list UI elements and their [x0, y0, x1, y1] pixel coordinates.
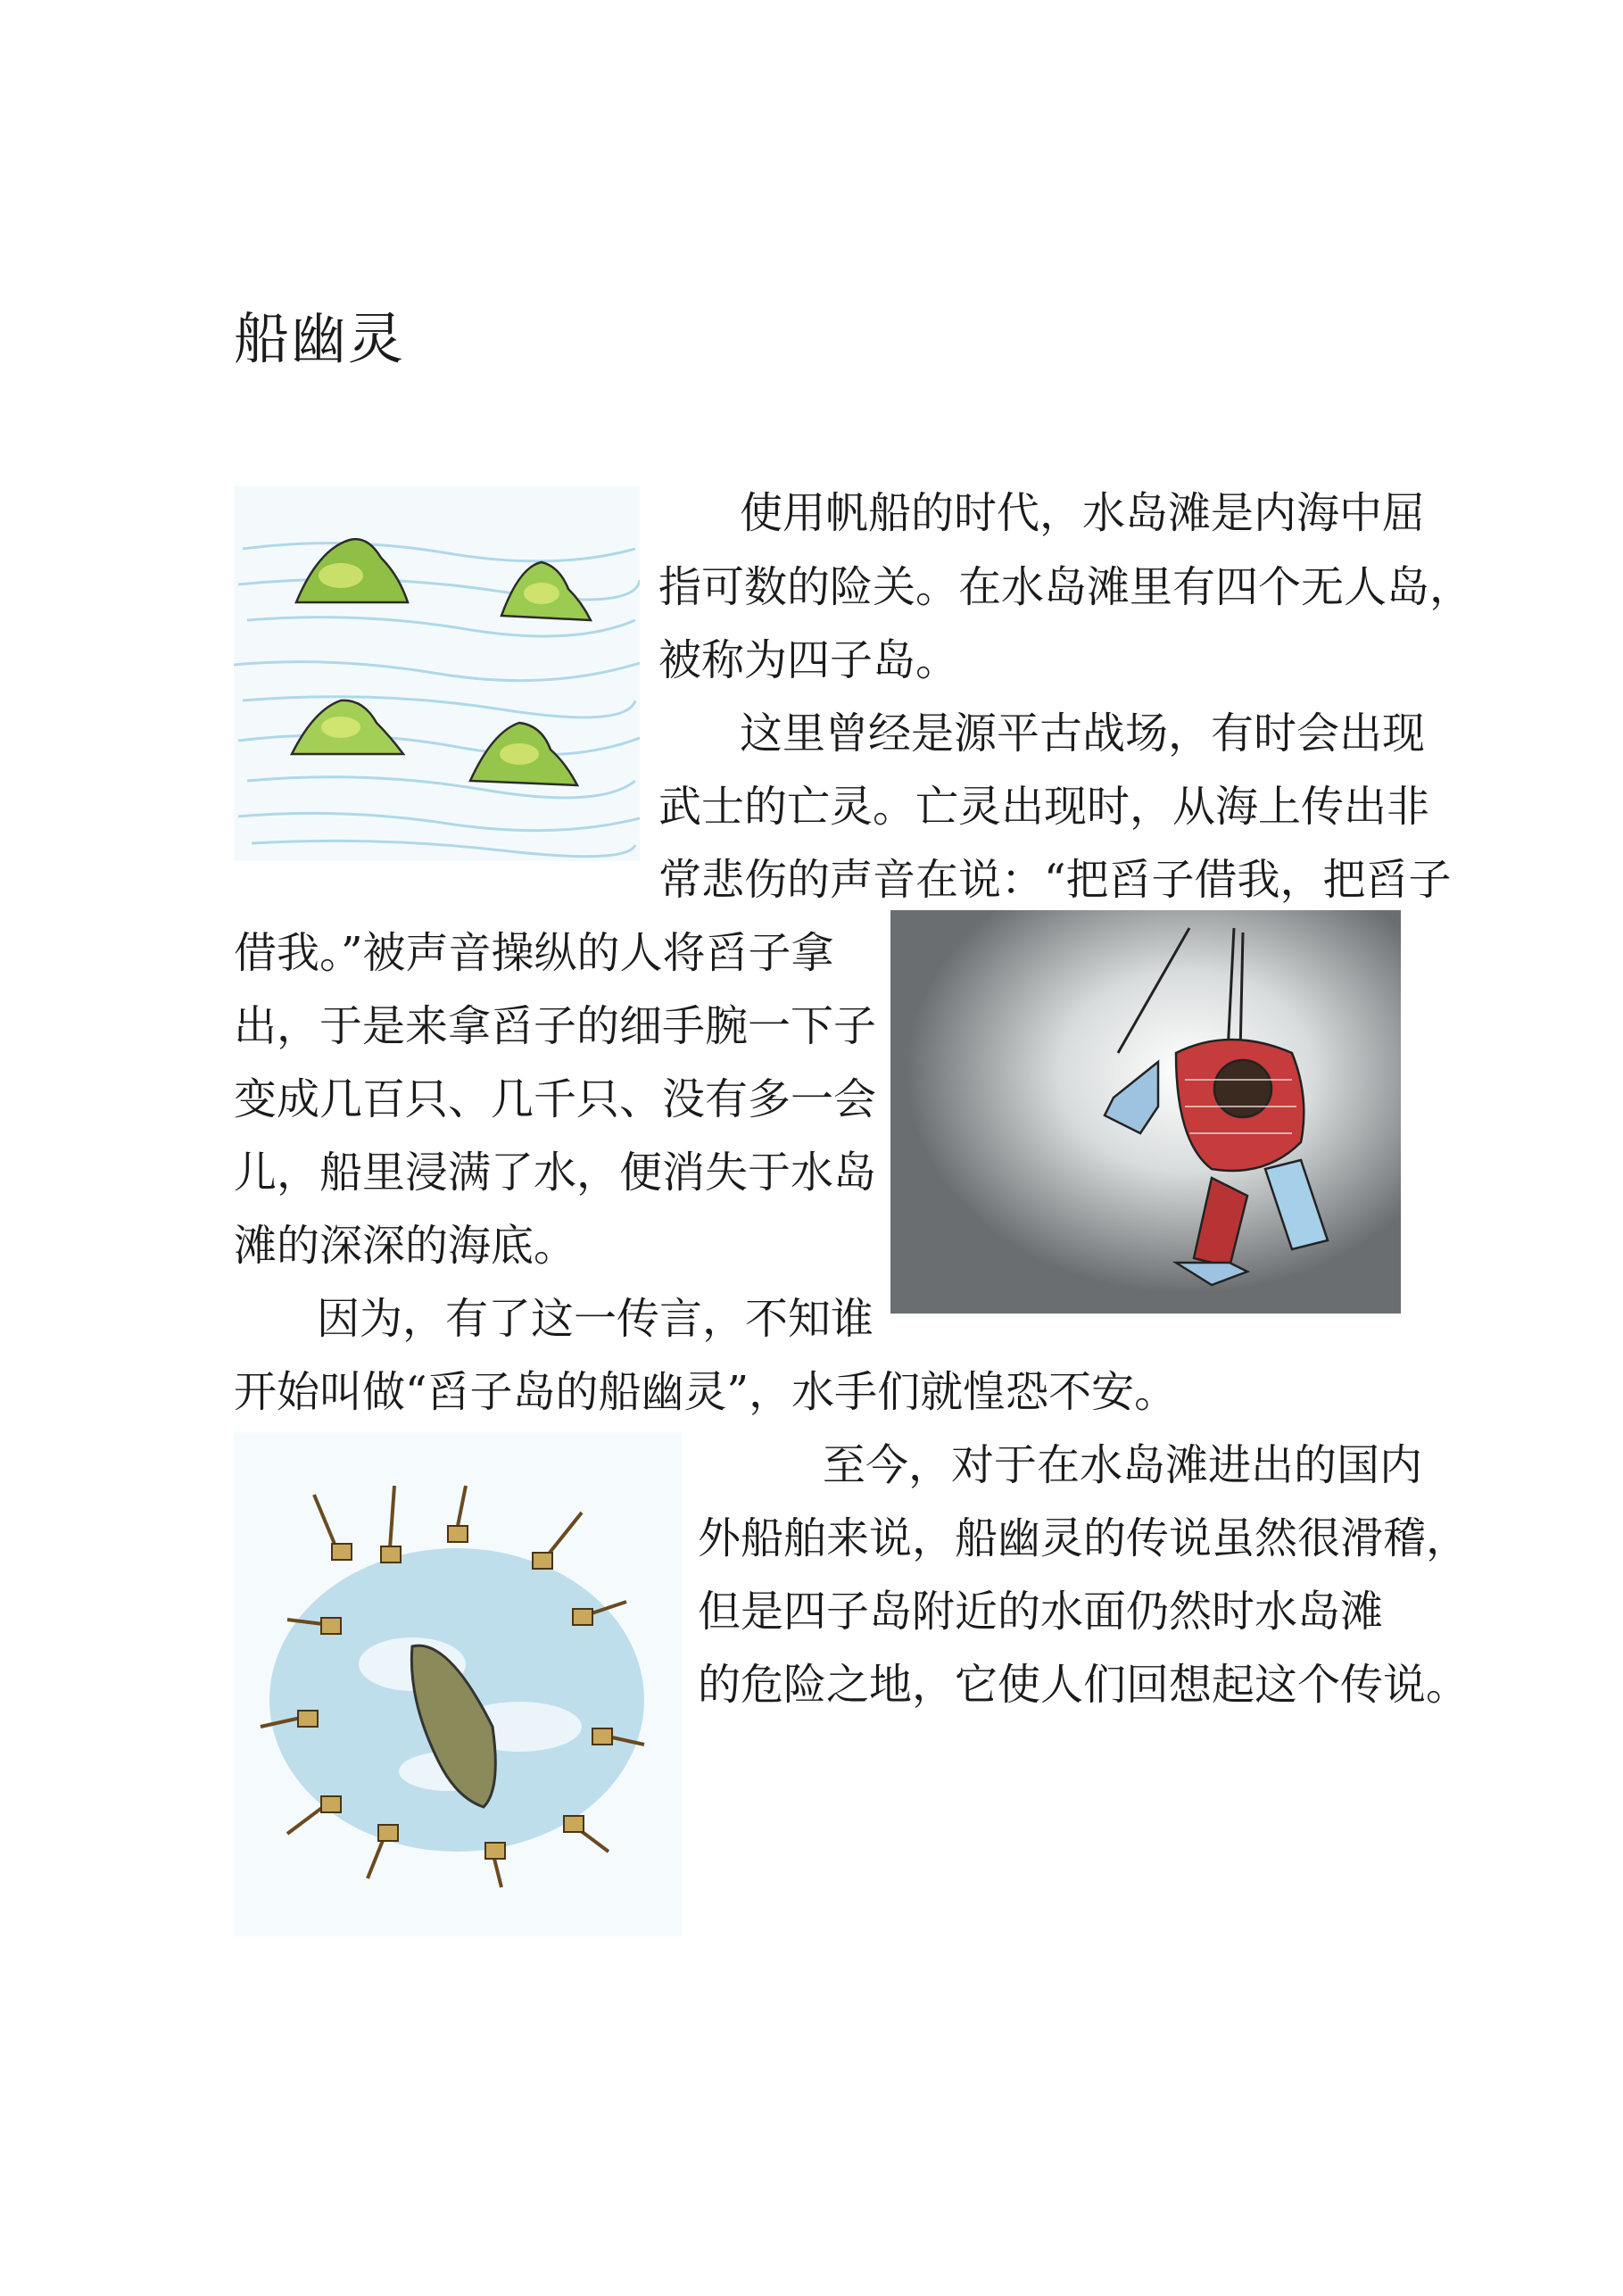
text-line-8: 出，于是来拿舀子的细手腕一下子 [234, 1001, 877, 1051]
text-line-5: 武士的亡灵。亡灵出现时，从海上传出非 [658, 782, 1430, 832]
text-line-3: 被称为四子岛。 [658, 635, 959, 685]
text-line-4: 这里曾经是源平古战场，有时会出现 [740, 709, 1426, 758]
text-line-7: 借我。”被声音操纵的人将舀子拿 [234, 928, 834, 978]
samurai-ghost-illustration [890, 910, 1401, 1314]
text-line-12: 因为，有了这一传言，不知谁 [317, 1294, 874, 1344]
ladle-hands-illustration [234, 1432, 682, 1936]
text-line-2: 指可数的险关。在水岛滩里有四个无人岛， [658, 562, 1473, 612]
text-line-9: 变成几百只、几千只、没有多一会 [234, 1074, 877, 1124]
text-line-15: 外船舶来说，船幽灵的传说虽然很滑稽， [698, 1513, 1470, 1563]
page-title: 船幽灵 [234, 306, 406, 371]
islands-illustration [234, 486, 640, 861]
text-line-17: 的危险之地，它使人们回想起这个传说。 [698, 1660, 1470, 1710]
text-line-13: 开始叫做“舀子岛的船幽灵”，水手们就惶恐不安。 [234, 1367, 1178, 1417]
text-line-1: 使用帆船的时代，水岛滩是内海中屈 [740, 488, 1426, 538]
text-line-14: 至今，对于在水岛滩进出的国内 [823, 1440, 1423, 1490]
text-line-10: 儿，船里浸满了水，便消失于水岛 [234, 1148, 877, 1198]
text-line-6: 常悲伤的声音在说：“把舀子借我，把舀子 [658, 855, 1452, 905]
text-line-11: 滩的深深的海底。 [234, 1221, 577, 1271]
text-line-16: 但是四子岛附近的水面仍然时水岛滩 [698, 1587, 1384, 1637]
